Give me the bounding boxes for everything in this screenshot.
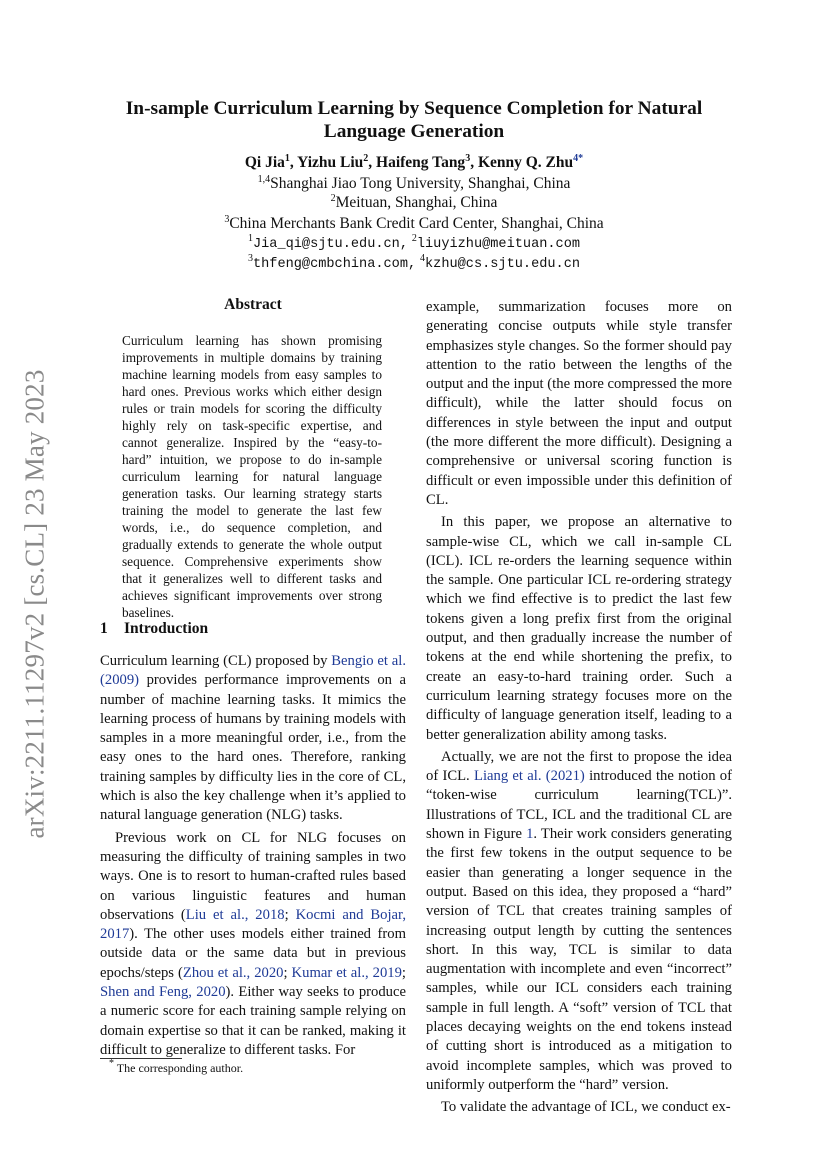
affiliation xyxy=(100,214,728,233)
author-name: Yizhu Liu xyxy=(297,154,364,171)
email-line xyxy=(100,233,728,254)
paragraph xyxy=(100,829,406,1061)
paragraph-text: ; xyxy=(401,964,406,981)
author-name: Kenny Q. Zhu xyxy=(477,154,574,171)
affiliation-mark: 3 xyxy=(224,214,230,225)
paragraph-text: Previous work on CL for NLG focuses on measuring the difficulty of training samples in two ways. One is to resort to human-crafted rules based on various linguistic features and human observations ( xyxy=(100,829,406,923)
affiliation-mark: 1,4 xyxy=(257,174,271,185)
citation-link[interactable]: Zhou et al., 2020 xyxy=(182,964,284,981)
footnote-mark: * xyxy=(109,1058,114,1069)
author-affil-mark: 3 xyxy=(465,153,471,164)
citation-link[interactable]: Bengio et al. (2009) xyxy=(100,653,407,689)
arxiv-stamp xyxy=(2,362,68,846)
author-name: Qi Jia xyxy=(244,154,285,171)
email-mark: 3 xyxy=(247,253,253,264)
paragraph-text: Curriculum learning (CL) proposed by xyxy=(100,653,332,669)
affiliation-mark: 2 xyxy=(330,193,336,204)
paragraph: In this paper, we propose an alternative to sample-wise CL, which we call in-sample CL (ICL). ICL re-orders the learning sequence within the sample. One particular ICL re-ordering strategy which we find effective is to predict the last few tokens given a long prefix first from the original output, and then gradually increase the number of tokens at the end while shortening the prefix, to create an easy-to-hard training order. Such a curriculum learning strategy focuses more on the difficulty of language generation itself, leading to a better generalization ability among tasks. xyxy=(426,514,732,743)
author-name: Haifeng Tang xyxy=(376,154,466,171)
citation-link[interactable]: Kocmi and Bojar, 2017 xyxy=(100,906,406,943)
paragraph-text: provides performance improvements on a number of machine learning tasks. It mimics the learning process of humans by training models with samples in a more meaningful order, i.e., from the easy ones to the hard ones. Therefore, ranking training samples by difficulty lies in the core of CL, which is also the key challenge when it’s applied to natural language generation (NLG) tasks. xyxy=(100,672,406,824)
affiliation-text: Meituan, Shanghai, China xyxy=(335,194,498,211)
left-column xyxy=(100,652,406,1060)
paragraph-text: ; xyxy=(283,964,292,981)
email-mark: 4 xyxy=(420,253,426,264)
figure-ref-link[interactable]: 1 xyxy=(526,826,534,843)
citation-link[interactable]: Liang et al. (2021) xyxy=(474,768,585,785)
email-mark: 2 xyxy=(411,233,417,244)
citation-link[interactable]: Shen and Feng, 2020 xyxy=(100,984,226,1001)
arxiv-id: arXiv:2211.11297v2 [cs.CL] 23 May 2023 xyxy=(19,369,50,839)
paragraph-text: introduced the notion of “token-wise curriculum learning(TCL)”. Illustrations of TCL, ICL and the traditional CL are shown in Figure xyxy=(426,768,732,843)
paragraph xyxy=(100,652,406,826)
section-number: 1 xyxy=(100,620,108,637)
paragraph xyxy=(426,748,732,1095)
citation-link[interactable]: Kumar et al., 2019 xyxy=(291,964,402,981)
paragraph-text: ). Either way seeks to produce a numeric score for each training sample relying on domain expertise so that it can be ranked, making it difficult to generalize to different tasks. For xyxy=(100,984,406,1058)
affiliation-text: China Merchants Bank Credit Card Center, Shanghai, China xyxy=(229,215,604,232)
citation-link[interactable]: Liu et al., 2018 xyxy=(185,906,285,923)
paragraph-text: . Their work considers generating the first few tokens in the output sequence to be easier than generating a longer sequence in the output. Based on this idea, they proposed a “hard” version of TCL that creates training samples of increasing output length by cutting the sentences short. In this way, TCL is similar to data augmentation with incomplete and even “incorrect” samples, while our ICL considers each training sample in full length. A “soft” version of TCL that places decaying weights on the end tokens instead of cutting short is introduced as a mitigation to avoid incomplete samples, which was proved to uniformly outperform the “hard” version. xyxy=(426,826,732,1093)
email-address[interactable]: thfeng@cmbchina.com, xyxy=(252,257,417,272)
email-address[interactable]: liuyizhu@meituan.com xyxy=(416,237,581,252)
paragraph-text: Actually, we are not the first to propose the idea of ICL. xyxy=(426,748,732,785)
author-affil-mark: 2 xyxy=(363,153,369,164)
right-column xyxy=(426,298,732,1117)
affiliation-text: Shanghai Jiao Tong University, Shanghai, China xyxy=(270,175,571,192)
paragraph: example, summarization focuses more on generating concise outputs while style transfer emphasizes style changes. So the former should pay attention to the ratio between the lengths of the output and the input (the more compressed the more difficult), while the latter should focus on differences in style between the input and output (the more different the more difficult). Designing a comprehensive or universal scoring function is difficult or even impossible under this definition of CL. xyxy=(426,299,732,508)
author-affil-mark[interactable]: 4* xyxy=(573,153,584,164)
author-affil-mark: 1 xyxy=(284,153,290,164)
email-mark: 1 xyxy=(247,233,253,244)
footnote xyxy=(109,1058,244,1076)
author-list: Qi Jia$^1$, Yizhu Liu$^2$, Haifeng Tang$^3$, Kenny Q. Zhu$^{4*}$ xyxy=(244,153,584,171)
section-title: Introduction xyxy=(124,620,209,637)
email-address[interactable]: Jia_qi@sjtu.edu.cn, xyxy=(252,237,408,252)
abstract-text: Curriculum learning has shown promising improvements in multiple domains by training machine learning models from easy samples to hard ones. Previous works which either design rules or train models for scoring the difficulty highly rely on task-specific expertise, and cannot generalize. Inspired by the “easy-to-hard” intuition, we propose to do in-sample curriculum learning for natural language generation tasks. Our learning strategy starts training the model to generate the last few words, i.e., do sequence completion, and gradually extends to generate the whole output sequence. Comprehensive experiments show that it generalizes well to different tasks and achieves significant improvements over strong baselines. xyxy=(122,333,382,620)
email-address[interactable]: kzhu@cs.sjtu.edu.cn xyxy=(425,257,581,272)
title-line-2: Language Generation xyxy=(323,121,505,142)
section-heading xyxy=(100,620,208,638)
paragraph-text: ; xyxy=(284,906,296,923)
paragraph: To validate the advantage of ICL, we conduct ex- xyxy=(441,1099,731,1116)
abstract-heading: Abstract xyxy=(224,296,282,313)
footnote-text: The corresponding author. xyxy=(116,1061,244,1075)
title-line-1: In-sample Curriculum Learning by Sequence Completion for Natural xyxy=(125,98,703,119)
affiliation xyxy=(100,174,728,193)
email-line xyxy=(100,253,728,274)
affiliation xyxy=(100,193,728,212)
paper-title xyxy=(100,97,728,143)
paragraph-text: ). The other uses models either trained from outside data or the same data but in previous epochs/steps ( xyxy=(100,926,406,981)
